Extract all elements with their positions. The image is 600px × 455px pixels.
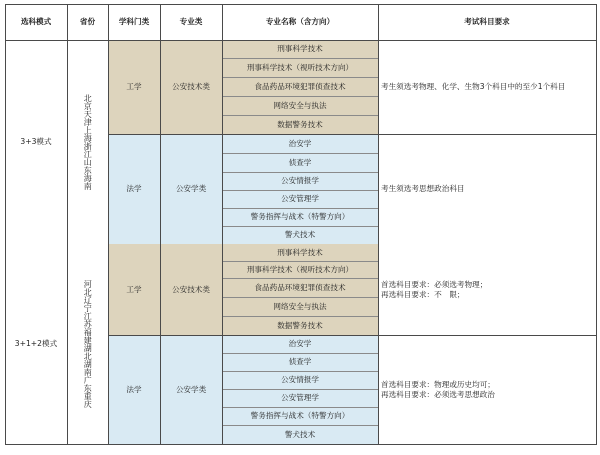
major-name-cell: 食品药品环境犯罪侦查技术 [222,278,378,297]
header-major-class: 专业类 [160,4,222,40]
major-name-cell: 刑事科学技术 [222,40,378,58]
major-name-cell: 食品药品环境犯罪侦查技术 [222,77,378,96]
major-name-cell: 侦查学 [222,353,378,371]
table-rule [222,278,379,279]
table-rule [222,58,379,59]
major-name-cell: 数据警务技术 [222,316,378,335]
table-rule [108,4,109,444]
province-list: 河北辽宁江苏福建湖北湖南广东重庆 [83,280,93,408]
table-rule [222,153,379,154]
major-name-cell: 数据警务技术 [222,115,378,134]
requirement-cell [378,244,596,335]
requirement-text [381,184,465,193]
table-rule [222,297,379,298]
table-rule [222,425,379,426]
requirement-cell [378,134,596,244]
table-rule [222,4,223,444]
table-rule [5,4,6,444]
table-rule [160,4,161,444]
major-name-cell: 警犬技术 [222,226,378,244]
category-cell: 工学 [108,244,160,335]
requirement-text [381,82,565,91]
requirement-text [381,380,495,399]
major-name-cell: 治安学 [222,335,378,353]
table-rule [67,4,68,444]
major-name-cell: 侦查学 [222,153,378,172]
mode-cell: 3+3模式 [5,40,67,244]
table-rule [222,96,379,97]
major-name-cell: 公安管理学 [222,190,378,208]
table-rule [222,77,379,78]
table-rule [222,172,379,173]
table-rule [378,4,379,444]
requirement-text [381,280,487,299]
header-category: 学科门类 [108,4,160,40]
table-rule [222,407,379,408]
requirement-cell [378,40,596,134]
requirement-cell [378,335,596,444]
major-name-cell: 警务指挥与战术（特警方向） [222,407,378,425]
major-name-cell: 警务指挥与战术（特警方向） [222,208,378,226]
table-rule [222,190,379,191]
table-rule [222,353,379,354]
requirement-line: 首选科目要求：物理或历史均可； [381,380,495,390]
requirement-line: 考生须选考思想政治科目 [381,184,465,194]
table-rule [222,371,379,372]
requirement-line: 考生须选考物理、化学、生物3个科目中的至少1个科目 [381,82,566,92]
major-name-cell: 警犬技术 [222,425,378,444]
category-cell: 法学 [108,335,160,444]
table-rule [222,226,379,227]
table-rule [5,444,597,445]
table-rule [222,389,379,390]
table-rule [222,115,379,116]
mode-cell: 3+1+2模式 [5,244,67,444]
province-cell [67,40,108,244]
major-class-cell: 公安学类 [160,335,222,444]
table-rule [108,335,597,336]
major-name-cell: 刑事科学技术（视听技术方向） [222,58,378,77]
major-class-cell: 公安学类 [160,134,222,244]
table-rule [222,261,379,262]
major-name-cell: 网络安全与执法 [222,96,378,115]
header-requirement: 考试科目要求 [378,4,596,40]
table-rule [596,4,597,444]
major-name-cell: 网络安全与执法 [222,297,378,316]
table-rule [5,4,597,5]
requirement-line: 再选科目要求：必须选考思想政治 [381,389,495,399]
major-class-cell: 公安技术类 [160,244,222,335]
table-rule [222,208,379,209]
requirement-line: 首选科目要求：必须选考物理； [381,280,488,290]
province-list: 北京天津上海浙江山东海南 [83,94,93,190]
table-rule [108,134,597,135]
table-rule [222,316,379,317]
major-name-cell: 刑事科学技术 [222,244,378,261]
major-name-cell: 公安情报学 [222,172,378,190]
major-class-cell: 公安技术类 [160,40,222,134]
major-name-cell: 刑事科学技术（视听技术方向） [222,261,378,278]
major-name-cell: 治安学 [222,134,378,153]
requirement-line: 再选科目要求：不 限； [381,289,465,299]
header-province: 省份 [67,4,108,40]
header-major-name: 专业名称（含方向） [222,4,378,40]
province-cell [67,244,108,444]
major-name-cell: 公安情报学 [222,371,378,389]
category-cell: 工学 [108,40,160,134]
header-mode: 选科模式 [5,4,67,40]
table-rule [5,40,597,41]
major-name-cell: 公安管理学 [222,389,378,407]
category-cell: 法学 [108,134,160,244]
